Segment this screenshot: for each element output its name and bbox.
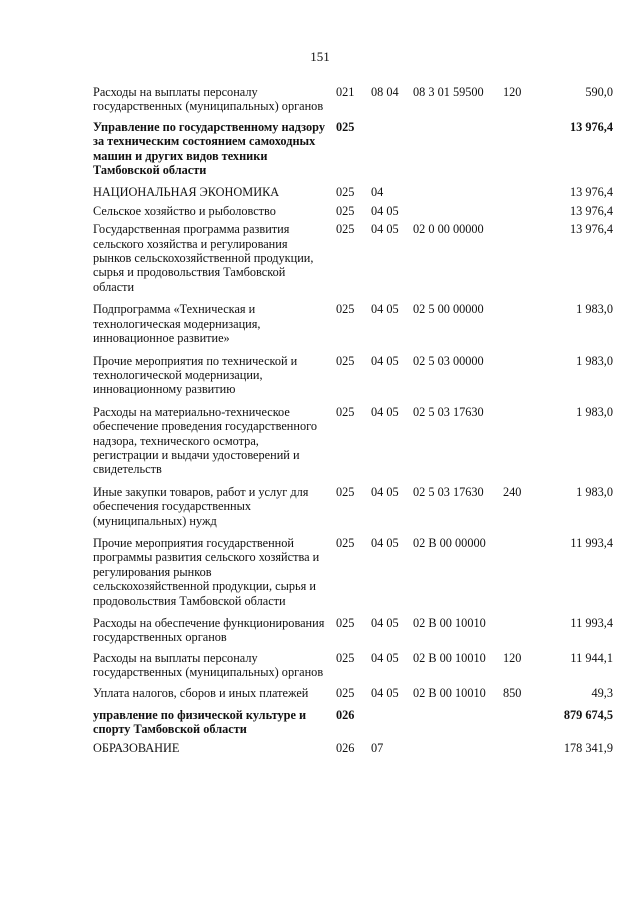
row-name: Расходы на материально-техническое обеспечение проведения государственного надзора, технического осмотра, регистрации и выдачи удостоверений и свидетельств <box>93 404 317 477</box>
row-amount: 590,0 <box>585 85 613 99</box>
row-section-code: 04 05 <box>371 484 399 499</box>
row-expense-type: 240 <box>503 484 522 499</box>
row-section-code: 04 05 <box>371 203 399 218</box>
row-target-code: 02 5 03 17630 <box>413 484 484 499</box>
row-department-code: 025 <box>336 650 355 665</box>
row-section-code: 04 05 <box>371 404 399 419</box>
row-amount: 13 976,4 <box>569 119 613 134</box>
row-section-code: 04 05 <box>371 650 399 665</box>
row-amount: 1 983,0 <box>576 484 613 499</box>
table-row <box>93 536 613 608</box>
row-department-code: 026 <box>336 708 355 723</box>
row-section-code: 04 05 <box>371 685 399 700</box>
row-amount: 11 944,1 <box>570 650 613 665</box>
table-row <box>93 708 613 737</box>
row-target-code: 02 5 03 00000 <box>413 353 484 368</box>
row-department-code: 026 <box>336 740 355 755</box>
row-name: Расходы на обеспечение функционирования государственных органов <box>93 616 325 645</box>
row-name: Расходы на выплаты персоналу государственных (муниципальных) органов <box>93 650 324 680</box>
row-name: Прочие мероприятия по технической и технологической модернизации, инновационному развитию <box>93 353 298 397</box>
row-section-code: 04 05 <box>371 353 399 368</box>
table-row <box>93 185 613 199</box>
row-amount: 13 976,4 <box>569 185 613 200</box>
row-target-code: 02 5 03 17630 <box>413 404 484 419</box>
row-name: НАЦИОНАЛЬНАЯ ЭКОНОМИКА <box>93 185 280 200</box>
row-amount: 13 976,4 <box>569 203 613 218</box>
row-target-code: 02 В 00 10010 <box>413 685 486 700</box>
row-amount: 13 976,4 <box>569 222 613 237</box>
row-amount: 1 983,0 <box>576 404 613 419</box>
table-row <box>93 485 613 528</box>
row-department-code: 021 <box>336 85 355 99</box>
row-department-code: 025 <box>336 185 355 200</box>
row-department-code: 025 <box>336 302 355 317</box>
page-number: 151 <box>310 49 330 64</box>
table-row <box>93 204 613 218</box>
row-name: Подпрограмма «Техническая и технологическая модернизация, инновационное развитие» <box>93 302 261 346</box>
row-target-code: 02 В 00 10010 <box>413 616 486 630</box>
row-target-code: 02 В 00 10010 <box>413 650 486 665</box>
row-department-code: 025 <box>336 616 355 630</box>
table-row <box>93 686 613 700</box>
row-department-code: 025 <box>336 203 355 218</box>
row-amount: 879 674,5 <box>563 708 613 723</box>
row-name: Уплата налогов, сборов и иных платежей <box>93 685 309 700</box>
row-section-code: 07 <box>371 740 384 755</box>
row-department-code: 025 <box>336 404 355 419</box>
table-row <box>93 616 613 645</box>
row-name: Прочие мероприятия государственной программы развития сельского хозяйства и регулирования рынков сельскохозяйственной продукции, сырья и продовольствия Тамбовской области <box>93 535 320 608</box>
row-amount: 49,3 <box>591 685 613 700</box>
row-expense-type: 850 <box>503 685 522 700</box>
row-amount: 11 993,4 <box>570 616 613 630</box>
row-name: Расходы на выплаты персоналу государственных (муниципальных) органов <box>93 85 324 114</box>
table-row <box>93 741 613 755</box>
row-name: Государственная программа развития сельского хозяйства и регулирования рынков сельскохозяйственной продукции, сырья и продовольствия Тамбовской области <box>93 222 314 294</box>
row-section-code: 04 05 <box>371 535 399 550</box>
table-row <box>93 222 613 294</box>
row-amount: 1 983,0 <box>576 302 613 317</box>
budget-table <box>93 85 613 755</box>
row-department-code: 025 <box>336 535 355 550</box>
table-row <box>93 85 613 114</box>
row-target-code: 02 5 00 00000 <box>413 302 484 317</box>
row-section-code: 04 05 <box>371 616 399 630</box>
row-department-code: 025 <box>336 484 355 499</box>
table-row <box>93 302 613 345</box>
row-name: ОБРАЗОВАНИЕ <box>93 740 180 755</box>
row-expense-type: 120 <box>503 650 522 665</box>
row-target-code: 02 0 00 00000 <box>413 222 484 237</box>
row-amount: 1 983,0 <box>576 353 613 368</box>
row-amount: 11 993,4 <box>570 535 613 550</box>
row-expense-type: 120 <box>503 85 522 99</box>
row-amount: 178 341,9 <box>563 740 613 755</box>
row-name: Управление по государственному надзору за техническим состоянием самоходных машин и других видов техники Тамбовской области <box>93 119 325 178</box>
table-row <box>93 651 613 680</box>
row-department-code: 025 <box>336 685 355 700</box>
row-section-code: 08 04 <box>371 85 399 99</box>
row-section-code: 04 05 <box>371 302 399 317</box>
table-row <box>93 120 613 178</box>
row-name: Сельское хозяйство и рыболовство <box>93 203 276 218</box>
row-department-code: 025 <box>336 222 355 237</box>
row-name: управление по физической культуре и спорту Тамбовской области <box>93 708 307 737</box>
table-row <box>93 354 613 397</box>
row-target-code: 08 3 01 59500 <box>413 85 484 99</box>
row-department-code: 025 <box>336 119 355 134</box>
table-row <box>93 405 613 477</box>
row-department-code: 025 <box>336 353 355 368</box>
row-section-code: 04 <box>371 185 384 200</box>
row-section-code: 04 05 <box>371 222 399 237</box>
row-name: Иные закупки товаров, работ и услуг для обеспечения государственных (муниципальных) нужд <box>93 484 309 528</box>
row-target-code: 02 В 00 00000 <box>413 535 486 550</box>
